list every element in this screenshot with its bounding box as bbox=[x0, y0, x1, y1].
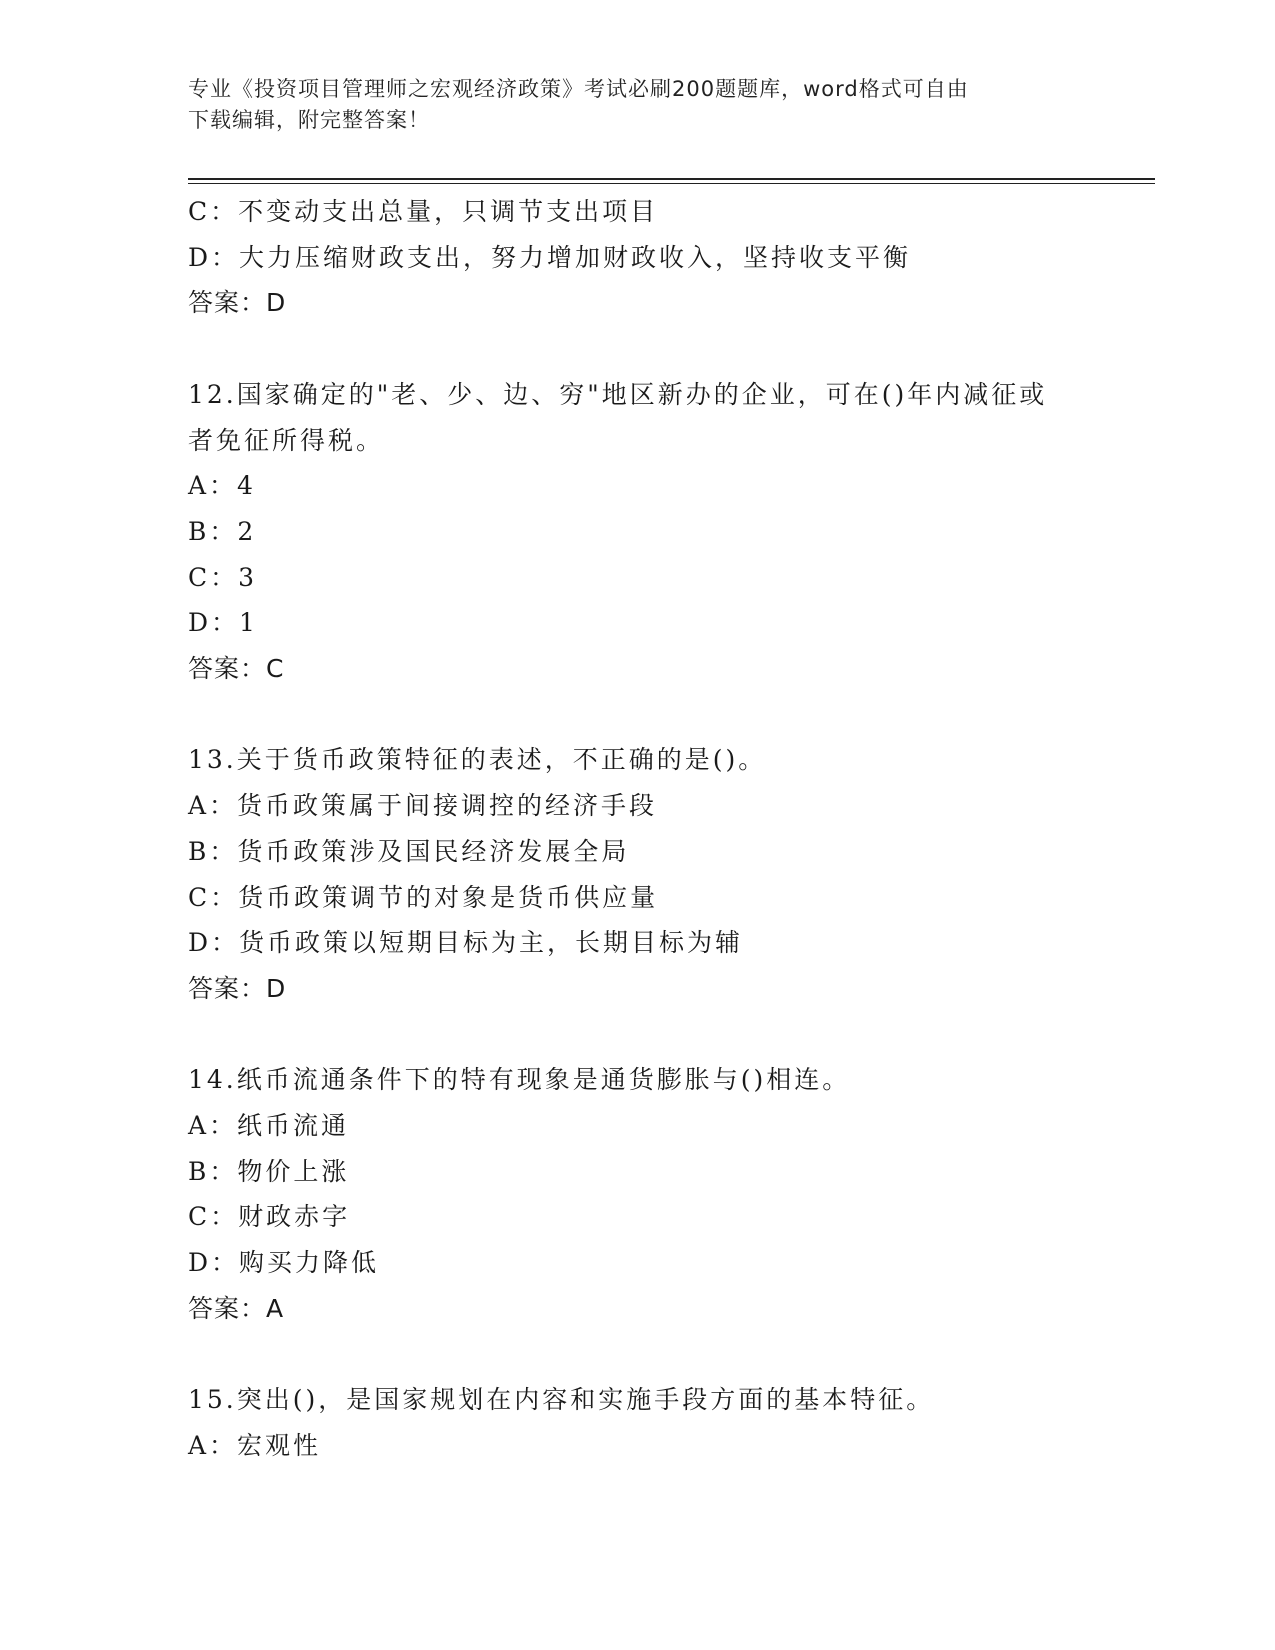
question-stem: 13.关于货币政策特征的表述，不正确的是()。 bbox=[188, 745, 767, 775]
option-a: A：4 bbox=[188, 471, 256, 501]
answer: 答案：C bbox=[188, 654, 285, 684]
option-a: A：宏观性 bbox=[188, 1430, 322, 1460]
question-14 bbox=[188, 1057, 1148, 1331]
question-stem: 14.纸币流通条件下的特有现象是通货膨胀与()相连。 bbox=[188, 1065, 851, 1095]
answer: 答案：D bbox=[188, 288, 287, 318]
question-list bbox=[188, 189, 1148, 1469]
option-c: C：货币政策调节的对象是货币供应量 bbox=[188, 882, 659, 912]
option-b: B：货币政策涉及国民经济发展全局 bbox=[188, 836, 630, 866]
question-12 bbox=[188, 372, 1148, 692]
option-b: B：物价上涨 bbox=[188, 1156, 350, 1186]
question-13 bbox=[188, 737, 1148, 1011]
option-c: C：3 bbox=[188, 562, 258, 592]
header-rule-thick bbox=[188, 178, 1155, 180]
option-a: A：货币政策属于间接调控的经济手段 bbox=[188, 791, 658, 821]
option-c: C：不变动支出总量，只调节支出项目 bbox=[188, 197, 659, 226]
answer: 答案：D bbox=[188, 973, 287, 1003]
header-line-1: 专业《投资项目管理师之宏观经济政策》考试必刷200题题库，word格式可自由 bbox=[188, 77, 969, 101]
question-stem: 15.突出()，是国家规划在内容和实施手段方面的基本特征。 bbox=[188, 1385, 935, 1415]
header-line-2: 下载编辑，附完整答案！ bbox=[188, 108, 430, 132]
question-11-continued bbox=[188, 189, 1148, 326]
document-header bbox=[188, 74, 1088, 136]
option-a: A：纸币流通 bbox=[188, 1111, 350, 1141]
option-d: D：1 bbox=[188, 608, 258, 638]
answer: 答案：A bbox=[188, 1293, 285, 1323]
option-c: C：财政赤字 bbox=[188, 1202, 351, 1232]
question-15 bbox=[188, 1377, 1148, 1468]
option-d: D：大力压缩财政支出，努力增加财政收入，坚持收支平衡 bbox=[188, 242, 912, 272]
question-stem: 12.国家确定的"老、少、边、穷"地区新办的企业，可在()年内减征或者免征所得税。 bbox=[188, 379, 1048, 455]
option-d: D：购买力降低 bbox=[188, 1248, 380, 1278]
option-d: D：货币政策以短期目标为主，长期目标为辅 bbox=[188, 928, 744, 958]
option-b: B：2 bbox=[188, 516, 257, 546]
header-rule-thin bbox=[188, 183, 1155, 184]
